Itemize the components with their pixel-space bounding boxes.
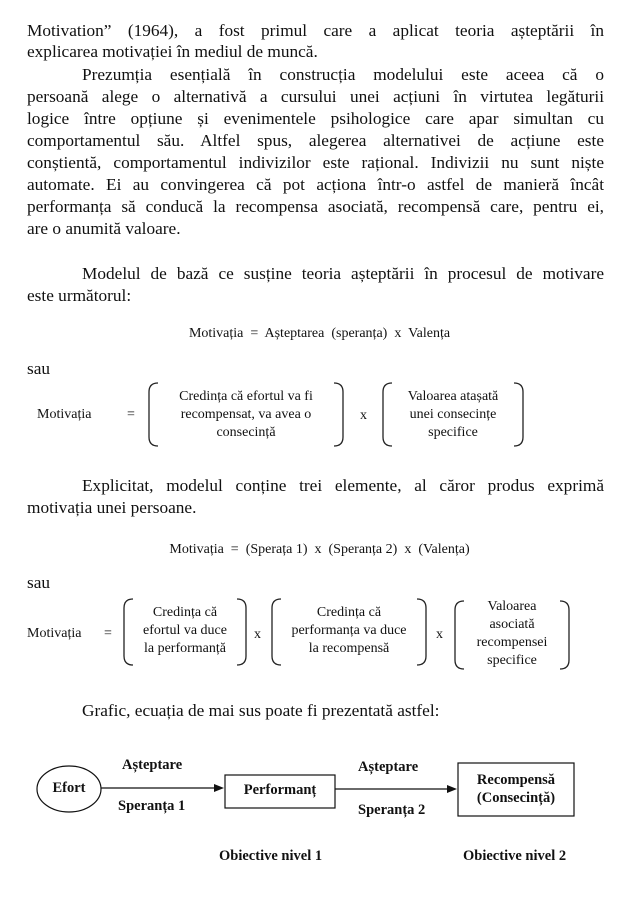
term-line: Credința că efortul va fi — [179, 389, 313, 404]
term-line: Valoarea — [487, 599, 537, 614]
node-performance: Performanț — [243, 782, 317, 798]
term-line: Valoarea atașată — [407, 389, 499, 404]
text-line: este următorul: — [27, 286, 132, 305]
or-label: sau — [27, 359, 51, 378]
term-line: efortul va duce — [143, 623, 227, 638]
formula-1: Motivația = Așteptarea (speranța) x Valența — [188, 326, 451, 341]
text-line: explicarea motivației în mediul de muncă. — [27, 42, 318, 61]
node-reward — [458, 771, 574, 807]
equation-lhs: Motivația — [27, 626, 82, 641]
text-line: comportamentul său. Altfel spus, alegerea alternativei de acțiune este — [27, 131, 604, 150]
term-line: recompensei — [476, 635, 548, 650]
text-line: automate. Ei au convingerea că pot acționa într-o astfel de manieră încât — [27, 175, 604, 194]
term-line: consecință — [216, 425, 276, 440]
equals-sign: = — [104, 626, 112, 641]
text-line: Prezumția esențială în construcția modelului este aceea că o — [82, 65, 604, 84]
text-line: Motivation” (1964), a fost primul care a aplicat teoria așteptării în — [27, 21, 604, 40]
text-line: logice între opțiune și evenimentele psihologice care apar simultan cu — [27, 109, 604, 128]
text-line: performanța să conducă la recompensa asociată, recompensă care, pentru ei, — [27, 197, 604, 216]
level-1-label: Obiective nivel 1 — [219, 848, 323, 864]
equals-sign: = — [127, 407, 135, 422]
term-line: recompensat, va avea o — [180, 407, 312, 422]
node-reward-line: (Consecință) — [476, 790, 556, 806]
arrow1-top-label: Așteptare — [122, 757, 183, 773]
equation-lhs: Motivația — [37, 407, 92, 422]
term-line: specifice — [428, 425, 478, 440]
level-2-label: Obiective nivel 2 — [463, 848, 567, 864]
or-label: sau — [27, 573, 51, 592]
term-line: asociată — [489, 617, 535, 632]
text-line: Explicitat, modelul conține trei elemente, al căror produs exprimă — [82, 476, 604, 495]
term-line: Credința că — [316, 605, 382, 620]
times-sign: x — [254, 627, 261, 642]
text-line: persoană alege o alternativă a cursului unei acțiuni în virtutea legăturii — [27, 87, 604, 106]
times-sign: x — [436, 627, 443, 642]
node-effort: Efort — [52, 780, 86, 796]
term-line: la performanță — [143, 641, 226, 656]
text-line: are o anumită valoare. — [27, 219, 181, 238]
arrow1-bottom-label: Speranța 1 — [118, 798, 186, 814]
term-line: la recompensă — [308, 641, 390, 656]
arrow2-top-label: Așteptare — [358, 759, 419, 775]
term-line: specifice — [487, 653, 537, 668]
text-line: motivația unei persoane. — [27, 498, 197, 517]
term-line: unei consecințe — [409, 407, 497, 422]
text-line: conștientă, comportamentul indivizilor este rațional. Indivizii nu sunt niște — [27, 153, 604, 172]
formula-2: Motivația = (Sperața 1) x (Speranța 2) x (Valența) — [169, 542, 470, 557]
arrow2-bottom-label: Speranța 2 — [358, 802, 426, 818]
paragraph-5: Grafic, ecuația de mai sus poate fi prezentată astfel: — [82, 701, 440, 720]
node-reward-line: Recompensă — [476, 772, 556, 788]
term-line: Credința că — [152, 605, 218, 620]
text-line: Modelul de bază ce susține teoria așteptării în procesul de motivare — [82, 264, 604, 283]
term-line: performanța va duce — [291, 623, 407, 638]
times-sign: x — [360, 408, 367, 423]
